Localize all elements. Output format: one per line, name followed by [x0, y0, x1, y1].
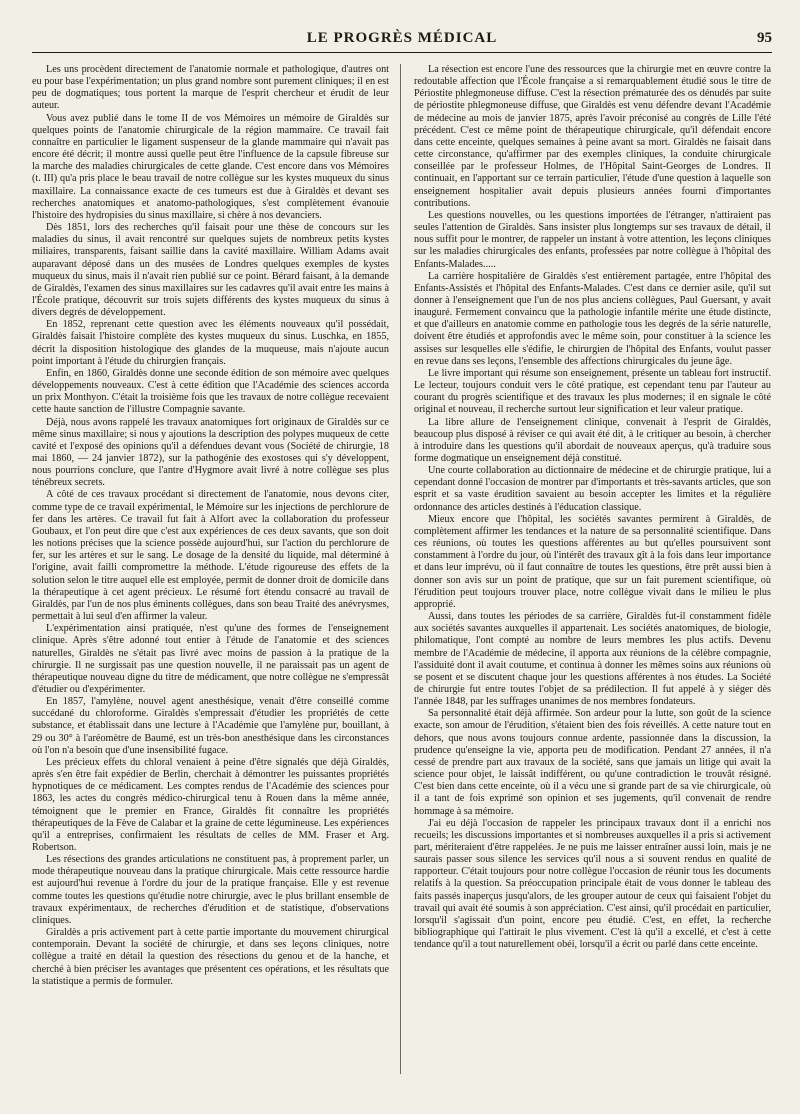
journal-title: LE PROGRÈS MÉDICAL — [306, 30, 498, 46]
column-divider — [400, 64, 401, 1074]
paragraph: En 1857, l'amylène, nouvel agent anesthésique, venait d'être conseillé comme succédané du chloroforme. Giraldès s'empressait d'étudier les propriétés de cette substance, et établissait dans une lecture à l'Académie que l'amylène pur, bouillant, à 29 ou 30° à l'aréomètre de Baumé, est un très-bon anesthésique dans les circonstances où l'on n'a besoin que d'une insensibilité fugace. — [32, 696, 389, 756]
right-column — [414, 64, 771, 1084]
paragraph: La carrière hospitalière de Giraldès s'est entièrement partagée, entre l'hôpital des Enfants-Assistés et l'hôpital des Enfants-Malades. C'est dans ce dernier asile, qu'il sut donner à l'enseignement que l'un de nos plus anciens collègues, Paul Guersant, y avait inauguré. Fermement convaincu que la pathologie infantile mérite une étude distincte, et que d'ailleurs en anatomie comme en pathologie tous les degrés de la série naturelle, doivent être étudiés et approfondis avec le même soin, pour constituer à la science les assises sur lesquelles elle s'édifie, le chirurgien de l'hôpital des Enfants, voulut passer en revue dans ses leçons, l'ensemble des affections chirurgicales du jeune âge. — [414, 270, 771, 367]
paragraph: Le livre important qui résume son enseignement, présente un tableau fort instructif. Le lecteur, toujours conduit vers le côté pratique, est cependant tenu par l'auteur au courant du progrès scientifique et des travaux les plus modernes; il en signale le côté original et nouveau, il recherche surtout leur signification et leur valeur pratique. — [414, 367, 771, 416]
paragraph: Les uns procèdent directement de l'anatomie normale et pathologique, d'autres ont eu pour base l'expérimentation; un plus grand nombre sont purement cliniques; il en est peu de dogmatiques; tous portent la marque de l'esprit chercheur et érudit de leur auteur. — [32, 64, 389, 112]
paragraph: A côté de ces travaux procédant si directement de l'anatomie, nous devons citer, comme type de ce travail expérimental, le Mémoire sur les injections de perchlorure de fer dans les artères. Ce travail fut fait à Alfort avec la collaboration du professeur Goubaux, et l'on peut dire que c'est aux expériences de ces deux savants, que son doit les notions précises que la science possède aujourd'hui, sur l'action du perchlorure de fer, sur les artères et sur le sang. Le dosage de la densité du liquide, mal déterminé à l'origine, avait failli compromettre la méthode. L'étude rigoureuse des effets de la solution selon le titre auquel elle est employée, permit de donner droit de domicile dans la thérapeutique à cet agent précieux. Le résumé fort étendu consacré au travail de Giraldès, par l'un de nos plus éminents collègues, dans son beau Traité des anévrysmes, permettait à lui seul d'en affirmer la valeur. — [32, 489, 389, 623]
paragraph: Mieux encore que l'hôpital, les sociétés savantes permirent à Giraldès, de complètement affirmer les tendances et la nature de sa personnalité scientifique. Dans ces réunions, où toutes les questions afférentes au but qu'elles poursuivent sont constamment à l'ordre du jour, où l'intérêt des travaux gît à la fois dans leur importance et dans leur imprévu, où il faut connaître de toutes les questions, être prêt aussi bien à donner son avis sur un point de pratique, que sur un fait purement scientifique, où l'érudition peut toujours trouver place, notre collègue vivait dans le milieu le plus approprié. — [414, 513, 771, 610]
paragraph: Une courte collaboration au dictionnaire de médecine et de chirurgie pratique, lui a cependant donné l'occasion de montrer par d'importants et très-savants articles, que son esprit et sa vaste érudition savaient au besoin accepter les limites et la régulière ordonnance des articles destinés à l'éducation classique. — [414, 465, 771, 513]
paragraph: Aussi, dans toutes les périodes de sa carrière, Giraldès fut-il constamment fidèle aux sociétés savantes auxquelles il appartenait. Les sociétés anatomiques, de biologie, philomatique, l'ont compté au nombre de leurs membres les plus actifs. Devenu membre de l'Académie de médecine, il apporta aux réunions de la célèbre compagnie, l'assiduité dont il avait coutume, et continua à donner les mêmes soins aux réunions où se posent et se discutent chaque jour les questions afférentes à nos études. La Société de chirurgie fut entre toutes l'objet de sa prédilection. Il fut appelé à y siéger dès l'année 1848, par les suffrages unanimes de nos membres fondateurs. — [414, 611, 771, 708]
paragraph: Sa personnalité était déjà affirmée. Son ardeur pour la lutte, son goût de la science exacte, son amour de l'érudition, s'étaient bien des fois réveillés. A cette nature tout en dehors, que nous avons toujours connue ardente, passionnée dans la discussion, la prudence qu'enseigne la vie, apporta peu de modification. Pendant 27 années, il n'a cessé de prendre part aux travaux de la société, sans que jamais un litige qui avait la science pour objet, le laissât indifférent, ou qu'une contradiction le trouvât résigné. C'est bien dans cette enceinte, où il a vécu une si grande part de sa vie chirurgicale, où il a tant de fois exprimé son opinion et ses jugements, qu'il convenait de rendre hommage à sa mémoire. — [414, 708, 771, 817]
paragraph: Giraldès a pris activement part à cette partie importante du mouvement chirurgical contemporain. Devant la société de chirurgie, et dans ses leçons cliniques, notre collègue a traité en détail la question des résections du genou et de la hanche, et cherché à bien préciser les avantages que présentent ces opérations, et les résultats que la statistique a permis de formuler. — [32, 927, 389, 987]
paragraph: Les questions nouvelles, ou les questions importées de l'étranger, n'attiraient pas seules l'attention de Giraldès. Sans insister plus longtemps sur ses travaux de détail, il nous suffit pour le montrer, de rappeler un instant à votre attention, les leçons cliniques sur les maladies chirurgicales des enfants, professées par notre collègue à l'hôpital des Enfants-Malades..... — [414, 209, 771, 270]
paragraph: J'ai eu déjà l'occasion de rappeler les principaux travaux dont il a enrichi nos recueils; les discussions importantes et si nombreuses auxquelles il a pris si activement part, mériteraient d'être rappelées. Je ne puis me laisser entraîner aussi loin, mais je ne saurais passer sous silence les services qu'il nous a si souvent rendus en qualité de rapporteur. C'était toujours pour notre collègue l'occasion de réunir tous les documents relatifs à la question. Sa préoccupation principale était de vous donner le tableau des faits passés inaperçus jusqu'alors, de les grouper autour de ceux qui faisaient l'objet du travail qui avait été soumis à son appréciation. C'est ainsi, qu'il procédait en particulier, lorsqu'il s'agissait d'un point, encore peu étudié. C'est, en effet, la recherche bibliographique qui l'attirait le plus vivement. C'est là qu'il a excellé, et c'est à cette tendance qu'il a tout naturellement obéi, lorsqu'il a écrit ou parlé dans cette enceinte. — [414, 817, 771, 951]
paragraph: Les précieux effets du chloral venaient à peine d'être signalés que déjà Giraldès, après s'en être fait expédier de Berlin, cherchait à démontrer les puissantes propriétés hypnotiques de ce médicament. Les comptes rendus de l'Académie des sciences pour 1863, les actes du congrès médico-chirurgical tenu à Rouen dans la même année, témoignent que le premier en France, Giraldès fit connaître les propriétés thérapeutiques de la Fève de Calabar et la graine de cette légumineuse. Les expériences qu'il a entreprises, confirmaient les résultats de celles de MM. Fraser et Arg. Robertson. — [32, 756, 389, 853]
paragraph: Vous avez publié dans le tome II de vos Mémoires un mémoire de Giraldès sur quelques points de l'anatomie chirurgicale de la région mammaire. Ce travail fait connaître en particulier le ligament suspenseur de la glande mammaire qui n'avait pas encore été décrit; il montre aussi quelle peut être l'influence de la capsule fibreuse sur la marche des maladies chirurgicales de cette glande. C'est encore dans vos Mémoires (t. III) qu'a pris place le beau travail de notre collègue sur les kystes muqueux du sinus maxillaire. La connaissance exacte de ces tumeurs est due à Giraldès et devant ses recherches anatomiques et anatomo-pathologiques, s'est complètement évanouie l'histoire des hydropisies du sinus maxillaire, si chère à nos devanciers. — [32, 112, 389, 221]
paragraph: Déjà, nous avons rappelé les travaux anatomiques fort originaux de Giraldès sur ce même sinus maxillaire; si nous y ajoutions la description des polypes muqueux de cette cavité et l'exposé des opinions qu'il a défendues devant vous (Société de chirurgie, 18 mai 1860, — 24 janvier 1872), sur la pathogénie des exostoses qui s'y développent, nous pourrions conclure, que l'antre d'Hygmore avait livré à notre collègue ses plus ténébreux secrets. — [32, 416, 389, 489]
paragraph: La résection est encore l'une des ressources que la chirurgie met en œuvre contre la redoutable affection que l'École française a si remarquablement étudié sous le titre de Périostite phlegmoneuse diffuse. C'est la résection prématurée des os dénudés par suite de périostite phlegmoneuse diffuse, que Giraldès est venu défendre devant l'Académie de médecine au mois de janvier 1875, après l'avoir préconisé au congrès de Lille l'été précédent. C'est ce même point de thérapeutique chirurgicale, qu'il défendait encore dans cette enceinte, quelques semaines à peine avant sa mort. Giraldès ne faisait dans cette circonstance, qu'affirmer par des exemples cliniques, la conduite chirurgicale conseillée par le professeur Holmes, de l'Hôpital Saint-Georges de Londres. Il continuait, en l'apportant sur ce terrain particulier, l'étude d'une question à laquelle son enseignement hospitalier avait depuis plusieurs années fourni d'importantes contributions. — [414, 64, 771, 209]
left-column — [32, 64, 389, 1084]
paragraph: Les résections des grandes articulations ne constituent pas, à proprement parler, un mode thérapeutique nouveau dans la pratique chirurgicale. Mais cette ressource hardie est aujourd'hui revenue à l'ordre du jour de la pratique française. Elle y est revenue comme toutes les questions qu'étudie notre chirurgie, avec le plus brillant ensemble de travaux expérimentaux, de recherches d'érudition et de statistique, d'observations cliniques. — [32, 854, 389, 926]
paragraph: En 1852, reprenant cette question avec les éléments nouveaux qu'il possédait, Giraldès faisait l'histoire complète des kystes muqueux du sinus. Luschka, en 1855, décrit la disposition histologique des glandes de la muqueuse, mais n'ajoute aucun point important à l'étude du chirurgien français. — [32, 319, 389, 367]
paragraph: Enfin, en 1860, Giraldès donne une seconde édition de son mémoire avec quelques développements nouveaux. C'est à cette édition que l'Académie des sciences accorda un prix Monthyon. C'était la troisième fois que les travaux de notre collègue recevaient cette haute sanction de l'illustre Compagnie savante. — [32, 367, 389, 416]
paragraph: L'expérimentation ainsi pratiquée, n'est qu'une des formes de l'enseignement clinique. Après s'être adonné tout entier à l'étude de l'anatomie et des sciences naturelles, Giraldès ne s'était pas livré avec moins de passion à la pratique de la chirurgie. Il ne surgissait pas une question nouvelle, il ne paraissait pas un agent de thérapeutique nouveau digne du titre de médicament, que notre collègue ne s'empressât d'étudier ou d'expérimenter. — [32, 623, 389, 695]
page-number: 95 — [757, 30, 772, 46]
header-rule — [32, 52, 772, 53]
paragraph: Dès 1851, lors des recherches qu'il faisait pour une thèse de concours sur les maladies du sinus, il avait rencontré sur quelques sujets de nombreux petits kystes miliaires, transparents, faisant saillie dans la cavité maxillaire. William Adams avait auparavant déposé dans un des musées de Londres quelques exemples de kystes muqueux du sinus, mais il n'avait rien publié sur ce point. Bérard faisant, à la demande de Giraldès, l'examen des sinus maxillaires sur les cadavres qu'il avait entre les mains à l'École pratique, découvrit sur trois sujets différents des kystes muqueux du sinus à divers degrés de développement. — [32, 222, 389, 319]
running-head — [32, 28, 772, 54]
paragraph: La libre allure de l'enseignement clinique, convenait à l'esprit de Giraldès, beaucoup plus disposé à réviser ce qui avait été dit, à le critiquer au besoin, à chercher à introduire dans les questions qu'il abordait de nouveaux aperçus, qu'à traduire sous forme dogmatique un enseignement déjà constitué. — [414, 416, 771, 464]
